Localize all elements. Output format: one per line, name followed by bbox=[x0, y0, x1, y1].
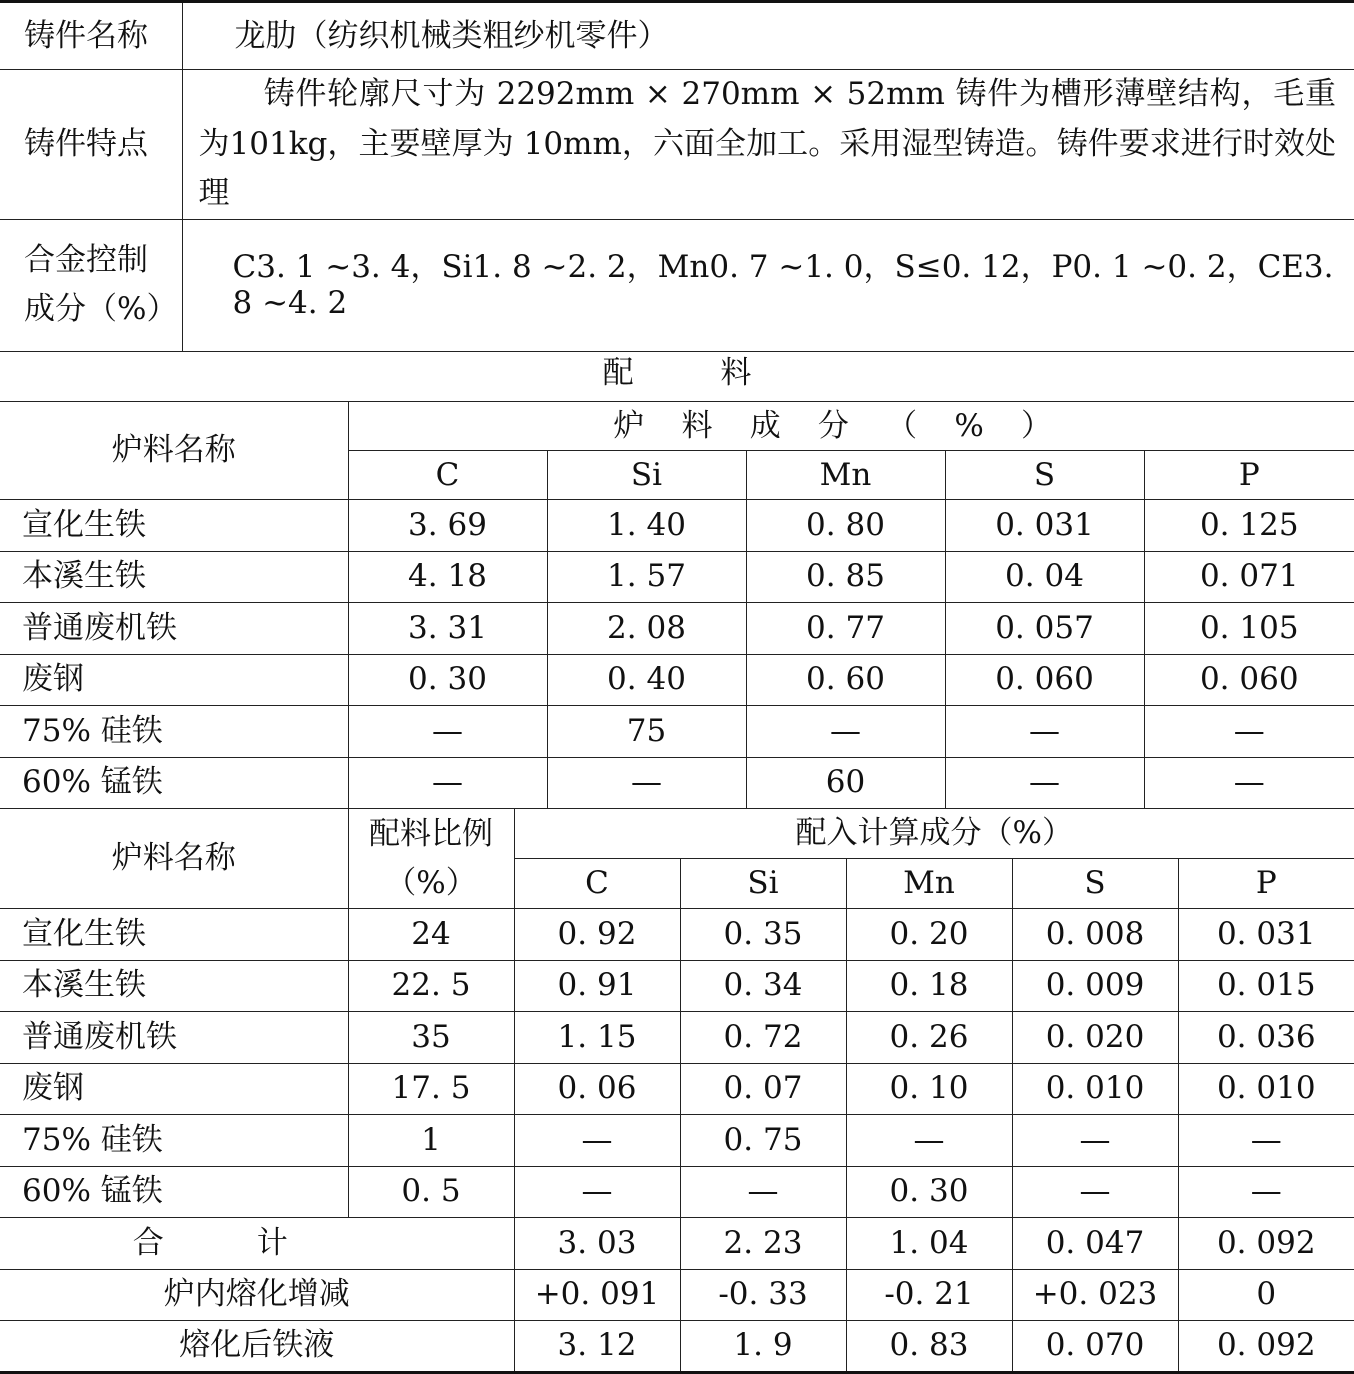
table-cell: 0. 85 bbox=[746, 551, 945, 603]
summary-cell: 2. 23 bbox=[680, 1218, 846, 1270]
alloy-row bbox=[0, 219, 1354, 351]
ratio-header-line-1: 配料比例 bbox=[369, 816, 493, 853]
column-header: Mn bbox=[846, 859, 1012, 909]
summary-cell: 0. 047 bbox=[1012, 1218, 1178, 1270]
table-cell: 1. 40 bbox=[547, 500, 746, 552]
summary-cell: -0. 33 bbox=[680, 1269, 846, 1321]
table-cell: — bbox=[846, 1115, 1012, 1167]
table-cell: — bbox=[945, 706, 1144, 758]
summary-cell: 0 bbox=[1178, 1269, 1354, 1321]
ratio-cell: 0. 5 bbox=[348, 1166, 514, 1218]
table-cell: — bbox=[547, 757, 746, 809]
table-cell: 0. 031 bbox=[1178, 909, 1354, 961]
table-cell: 0. 020 bbox=[1012, 1012, 1178, 1064]
table-cell: — bbox=[348, 706, 547, 758]
table-row bbox=[0, 1115, 1354, 1167]
calc-comp-header: 配入计算成分（%） bbox=[514, 809, 1354, 859]
ratio-header bbox=[348, 809, 514, 909]
table-row bbox=[0, 1012, 1354, 1064]
table-cell: 0. 04 bbox=[945, 551, 1144, 603]
summary-cell: 0. 092 bbox=[1178, 1218, 1354, 1270]
table-row bbox=[0, 1166, 1354, 1218]
name-label: 铸件名称 bbox=[0, 2, 182, 70]
table-cell: 0. 60 bbox=[746, 654, 945, 706]
table-cell: — bbox=[945, 757, 1144, 809]
table-cell: 4. 18 bbox=[348, 551, 547, 603]
ratio-cell: 22. 5 bbox=[348, 960, 514, 1012]
name-value: 龙肋（纺织机械类粗纱机零件） bbox=[182, 2, 1354, 70]
summary-cell: +0. 091 bbox=[514, 1269, 680, 1321]
material-name: 本溪生铁 bbox=[0, 960, 348, 1012]
table-cell: — bbox=[1012, 1115, 1178, 1167]
table-cell: 0. 009 bbox=[1012, 960, 1178, 1012]
table-cell: — bbox=[1178, 1166, 1354, 1218]
ratio-cell: 35 bbox=[348, 1012, 514, 1064]
mix-title: 配料 bbox=[602, 354, 839, 391]
table-cell: 0. 30 bbox=[348, 654, 547, 706]
table-cell: 3. 69 bbox=[348, 500, 547, 552]
ratio-cell: 17. 5 bbox=[348, 1063, 514, 1115]
summary-label: 熔化后铁液 bbox=[0, 1321, 514, 1373]
material-name: 75% 硅铁 bbox=[0, 706, 348, 758]
table-cell: 0. 92 bbox=[514, 909, 680, 961]
table-cell: 0. 031 bbox=[945, 500, 1144, 552]
charge-comp-header: 炉料成分（%） bbox=[348, 402, 1354, 451]
summary-row bbox=[0, 1269, 1354, 1321]
summary-row bbox=[0, 1321, 1354, 1373]
summary-cell: -0. 21 bbox=[846, 1269, 1012, 1321]
table-cell: — bbox=[680, 1166, 846, 1218]
table-cell: 0. 75 bbox=[680, 1115, 846, 1167]
material-name: 废钢 bbox=[0, 654, 348, 706]
table-cell: 3. 31 bbox=[348, 603, 547, 655]
feature-label: 铸件特点 bbox=[0, 70, 182, 220]
table-cell: — bbox=[1012, 1166, 1178, 1218]
charge-header-row bbox=[0, 402, 1354, 451]
calc-header-row bbox=[0, 809, 1354, 859]
summary-cell: 3. 03 bbox=[514, 1218, 680, 1270]
table-cell: 0. 30 bbox=[846, 1166, 1012, 1218]
table-row bbox=[0, 654, 1354, 706]
table-row bbox=[0, 551, 1354, 603]
summary-cell: 3. 12 bbox=[514, 1321, 680, 1373]
table-cell: 60 bbox=[746, 757, 945, 809]
table-cell: 0. 10 bbox=[846, 1063, 1012, 1115]
summary-label: 炉内熔化增减 bbox=[0, 1269, 514, 1321]
feature-value: 铸件轮廓尺寸为 2292mm × 270mm × 52mm 铸件为槽形薄壁结构，毛重为101kg，主要壁厚为 10mm，六面全加工。采用湿型铸造。铸件要求进行时效处理 bbox=[182, 70, 1354, 220]
table-cell: 0. 35 bbox=[680, 909, 846, 961]
summary-cell: 1. 04 bbox=[846, 1218, 1012, 1270]
table-row bbox=[0, 909, 1354, 961]
calculation-table bbox=[0, 808, 1354, 1374]
summary-row bbox=[0, 1218, 1354, 1270]
table-row bbox=[0, 500, 1354, 552]
table-row bbox=[0, 1063, 1354, 1115]
column-header: P bbox=[1144, 451, 1354, 500]
table-cell: — bbox=[514, 1166, 680, 1218]
table-cell: 0. 015 bbox=[1178, 960, 1354, 1012]
table-cell: 0. 125 bbox=[1144, 500, 1354, 552]
charge-name-header: 炉料名称 bbox=[0, 402, 348, 500]
column-header: Si bbox=[547, 451, 746, 500]
summary-rows bbox=[0, 1218, 1354, 1373]
table-cell: 0. 071 bbox=[1144, 551, 1354, 603]
column-header: C bbox=[514, 859, 680, 909]
table-cell: — bbox=[348, 757, 547, 809]
summary-cell: 0. 070 bbox=[1012, 1321, 1178, 1373]
table-cell: 75 bbox=[547, 706, 746, 758]
summary-cell: 0. 83 bbox=[846, 1321, 1012, 1373]
casting-info-table bbox=[0, 0, 1354, 352]
table-cell: 1. 15 bbox=[514, 1012, 680, 1064]
table-cell: 0. 80 bbox=[746, 500, 945, 552]
table-cell: 0. 010 bbox=[1012, 1063, 1178, 1115]
name-row bbox=[0, 2, 1354, 70]
ratio-cell: 24 bbox=[348, 909, 514, 961]
table-cell: — bbox=[1144, 706, 1354, 758]
material-name: 本溪生铁 bbox=[0, 551, 348, 603]
material-name: 普通废机铁 bbox=[0, 603, 348, 655]
column-header: C bbox=[348, 451, 547, 500]
table-cell: 0. 07 bbox=[680, 1063, 846, 1115]
table-cell: — bbox=[514, 1115, 680, 1167]
charge-rows bbox=[0, 500, 1354, 809]
ratio-header-line-2: （%） bbox=[385, 864, 477, 901]
table-cell: — bbox=[1144, 757, 1354, 809]
summary-label: 合计 bbox=[0, 1218, 514, 1270]
table-cell: — bbox=[746, 706, 945, 758]
calc-rows bbox=[0, 909, 1354, 1218]
alloy-label-line-2: 成分（%） bbox=[24, 291, 178, 328]
table-row bbox=[0, 603, 1354, 655]
material-name: 废钢 bbox=[0, 1063, 348, 1115]
alloy-label bbox=[0, 219, 182, 351]
table-cell: 0. 036 bbox=[1178, 1012, 1354, 1064]
material-name: 宣化生铁 bbox=[0, 500, 348, 552]
table-cell: 0. 26 bbox=[846, 1012, 1012, 1064]
column-header: Si bbox=[680, 859, 846, 909]
summary-cell: 0. 092 bbox=[1178, 1321, 1354, 1373]
table-cell: 0. 40 bbox=[547, 654, 746, 706]
column-header: S bbox=[1012, 859, 1178, 909]
table-row bbox=[0, 706, 1354, 758]
column-header: Mn bbox=[746, 451, 945, 500]
table-cell: 0. 105 bbox=[1144, 603, 1354, 655]
calc-name-header: 炉料名称 bbox=[0, 809, 348, 909]
table-cell: 2. 08 bbox=[547, 603, 746, 655]
summary-cell: +0. 023 bbox=[1012, 1269, 1178, 1321]
table-cell: 0. 18 bbox=[846, 960, 1012, 1012]
table-cell: 1. 57 bbox=[547, 551, 746, 603]
ratio-cell: 1 bbox=[348, 1115, 514, 1167]
summary-cell: 1. 9 bbox=[680, 1321, 846, 1373]
material-name: 60% 锰铁 bbox=[0, 757, 348, 809]
column-header: P bbox=[1178, 859, 1354, 909]
material-name: 普通废机铁 bbox=[0, 1012, 348, 1064]
table-cell: 0. 77 bbox=[746, 603, 945, 655]
table-cell: — bbox=[1178, 1115, 1354, 1167]
column-header: S bbox=[945, 451, 1144, 500]
table-cell: 0. 010 bbox=[1178, 1063, 1354, 1115]
table-cell: 0. 72 bbox=[680, 1012, 846, 1064]
material-name: 宣化生铁 bbox=[0, 909, 348, 961]
table-cell: 0. 060 bbox=[945, 654, 1144, 706]
table-cell: 0. 20 bbox=[846, 909, 1012, 961]
table-cell: 0. 91 bbox=[514, 960, 680, 1012]
material-name: 60% 锰铁 bbox=[0, 1166, 348, 1218]
table-row bbox=[0, 960, 1354, 1012]
table-cell: 0. 057 bbox=[945, 603, 1144, 655]
alloy-label-line-1: 合金控制 bbox=[24, 241, 148, 278]
table-cell: 0. 34 bbox=[680, 960, 846, 1012]
alloy-value: C3. 1 ~3. 4，Si1. 8 ~2. 2，Mn0. 7 ~1. 0，S≤0. 12，P0. 1 ~0. 2，CE3. 8 ~4. 2 bbox=[182, 219, 1354, 351]
material-name: 75% 硅铁 bbox=[0, 1115, 348, 1167]
table-cell: 0. 008 bbox=[1012, 909, 1178, 961]
charge-composition-table bbox=[0, 401, 1354, 809]
table-row bbox=[0, 757, 1354, 809]
table-cell: 0. 060 bbox=[1144, 654, 1354, 706]
table-cell: 0. 06 bbox=[514, 1063, 680, 1115]
feature-row bbox=[0, 70, 1354, 220]
